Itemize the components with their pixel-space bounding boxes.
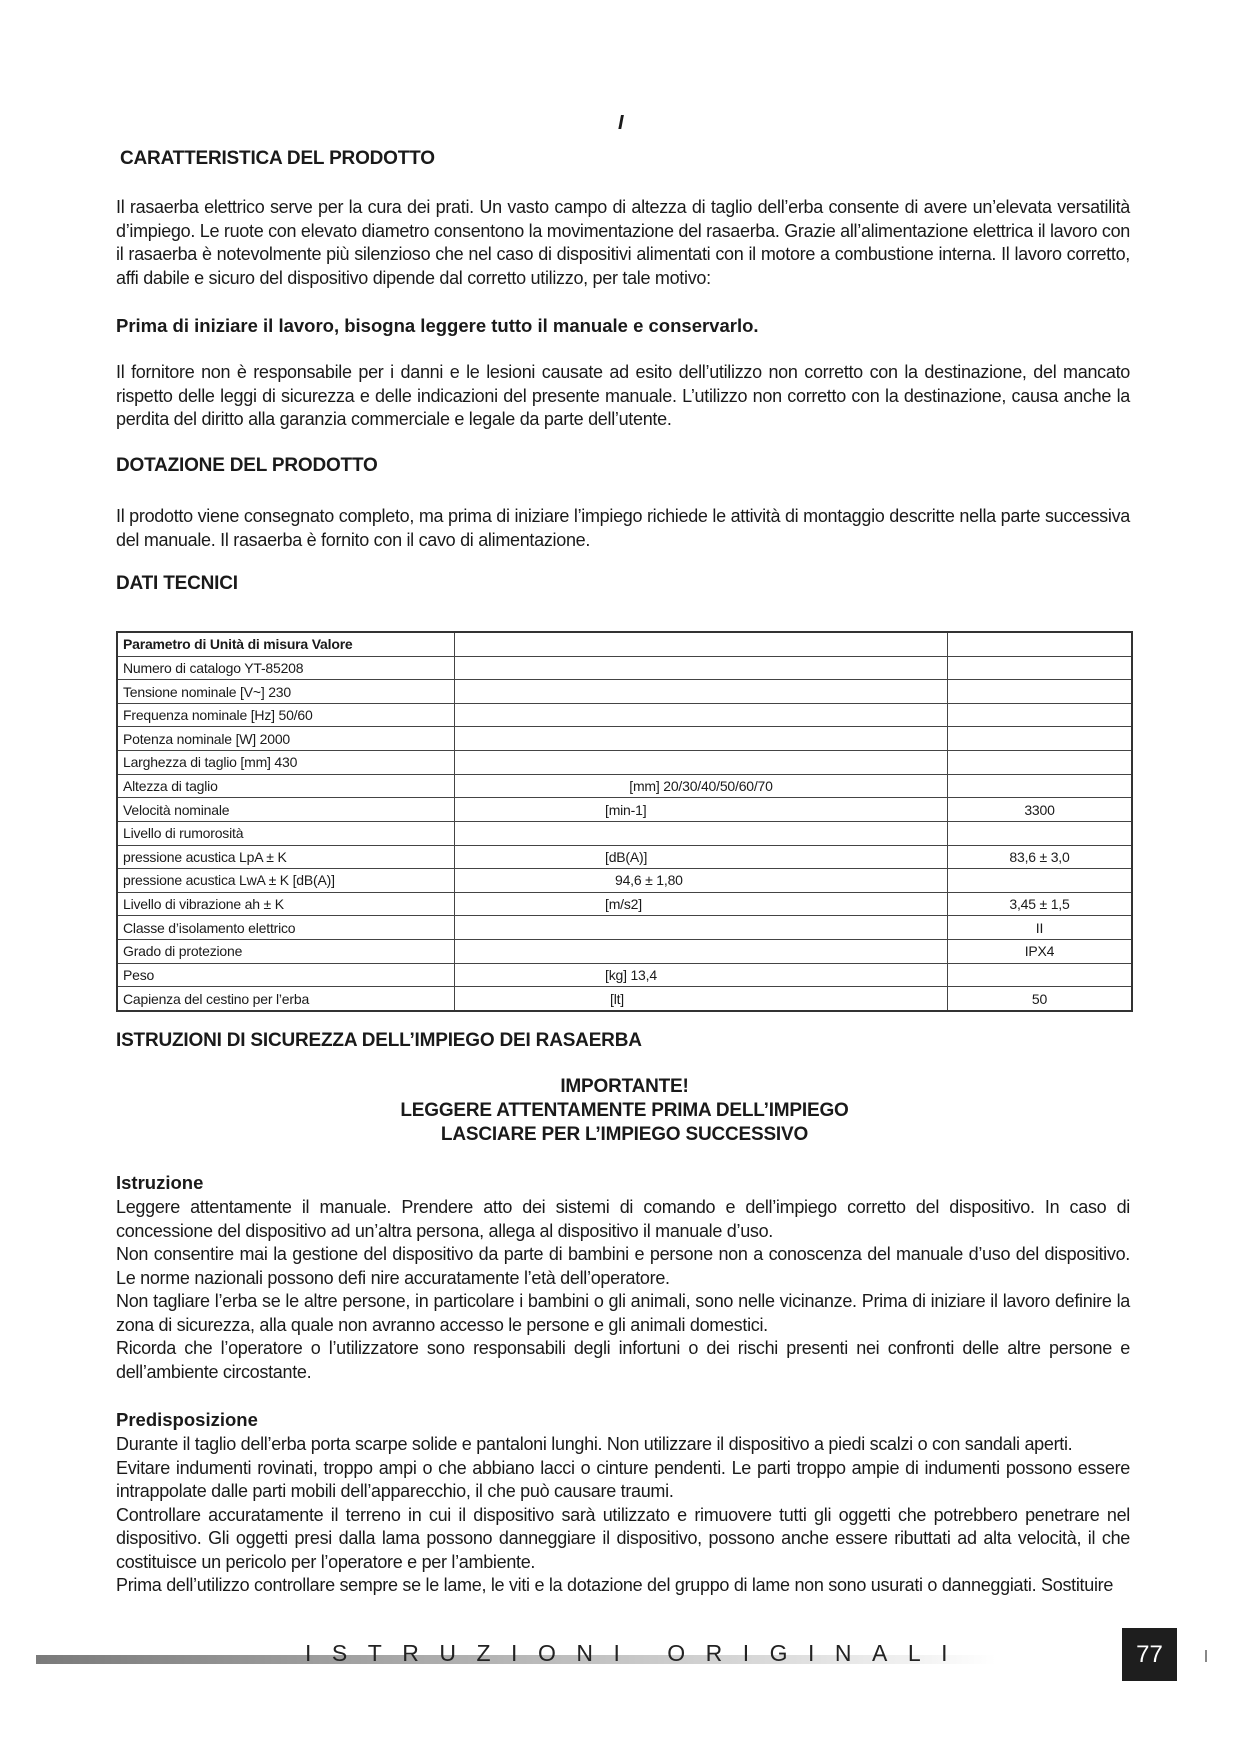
- table-cell: [455, 680, 948, 704]
- table-header-row: [117, 632, 1132, 656]
- table-cell: IPX4: [948, 939, 1133, 963]
- paragraph-responsabilita: Il fornitore non è responsabile per i danni e le lesioni causate ad esito dell’utilizzo non corretto con la destinazione, del mancato rispetto delle leggi di sicurezza e delle indicazioni del presente manuale. L’utilizzo non corretto con la destinazione, causa anche la perdita del diritto alla garanzia commerciale e legale da parte dell’utente.: [116, 362, 1130, 429]
- table-cell: Grado di protezione: [117, 939, 455, 963]
- table-cell: 3,45 ± 1,5: [948, 892, 1133, 916]
- table-cell: [455, 916, 948, 940]
- table-row: [117, 703, 1132, 727]
- table-cell: Frequenza nominale [Hz] 50/60: [117, 703, 455, 727]
- table-row: [117, 751, 1132, 775]
- table-cell: [948, 869, 1133, 893]
- table-cell: Classe d’isolamento elettrico: [117, 916, 455, 940]
- paragraphs-istruzione: [116, 1196, 1130, 1384]
- paragraph: Evitare indumenti rovinati, troppo ampi o che abbiano lacci o cinture pendenti. Le parti troppo ampie di indumenti possono essere intrappolate dalle parti mobili dell’apparecchio, il che può causare traumi.: [116, 1457, 1130, 1501]
- table-cell: Peso: [117, 963, 455, 987]
- table-cell: [dB(A)]: [455, 845, 948, 869]
- table-row: [117, 987, 1132, 1011]
- specs-table: [116, 631, 1133, 1012]
- paragraph: Leggere attentamente il manuale. Prendere atto dei sistemi di comando e dell’impiego corretto del dispositivo. In caso di concessione del dispositivo ad un’altra persona, allega al dispositivo il manuale d’uso.: [116, 1197, 1130, 1241]
- subsection-title-predisposizione: Predisposizione: [116, 1409, 258, 1430]
- table-row: [117, 798, 1132, 822]
- table-row: [117, 680, 1132, 704]
- table-row: [117, 869, 1132, 893]
- table-cell: pressione acustica LpA ± K: [117, 845, 455, 869]
- table-cell: 94,6 ± 1,80: [455, 869, 948, 893]
- footer-title: ISTRUZIONI ORIGINALI: [305, 1640, 969, 1666]
- table-cell: [mm] 20/30/40/50/60/70: [455, 774, 948, 798]
- table-cell: [948, 963, 1133, 987]
- warning-read-manual: Prima di iniziare il lavoro, bisogna leggere tutto il manuale e conservarlo.: [116, 315, 759, 336]
- page-number: 77: [1122, 1628, 1177, 1681]
- table-cell: Tensione nominale [V~] 230: [117, 680, 455, 704]
- table-header-cell: [455, 632, 948, 656]
- table-row: [117, 821, 1132, 845]
- paragraph: Controllare accuratamente il terreno in cui il dispositivo sarà utilizzato e rimuovere tutti gli oggetti che potrebbero penetrare nel dispositivo. Gli oggetti presi dalla lama possono danneggiare il dispositivo, possono anche essere ributtati ad alta velocità, il che costituisce un pericolo per l’operatore e per l’ambiente.: [116, 1504, 1130, 1572]
- important-line-1: IMPORTANTE!: [560, 1076, 689, 1097]
- table-cell: Livello di vibrazione ah ± K: [117, 892, 455, 916]
- edge-marker: [1205, 1650, 1207, 1662]
- paragraph: Prima dell’utilizzo controllare sempre se le lame, le viti e la dotazione del gruppo di lame non sono usurati o danneggiati. Sostituire: [116, 1575, 1114, 1595]
- table-cell: 50: [948, 987, 1133, 1011]
- table-cell: [455, 751, 948, 775]
- table-cell: [min-1]: [455, 798, 948, 822]
- table-row: [117, 916, 1132, 940]
- table-cell: Larghezza di taglio [mm] 430: [117, 751, 455, 775]
- table-cell: Numero di catalogo YT-85208: [117, 656, 455, 680]
- table-cell: [455, 727, 948, 751]
- table-cell: [948, 751, 1133, 775]
- subsection-title-istruzione: Istruzione: [116, 1172, 204, 1193]
- paragraph: Non tagliare l’erba se le altre persone, in particolare i bambini o gli animali, sono nelle vicinanze. Prima di iniziare il lavoro definire la zona di sicurezza, alla quale non avranno accesso le persone e gli animali domestici.: [116, 1291, 1130, 1335]
- table-cell: [455, 939, 948, 963]
- section-title-sicurezza: ISTRUZIONI DI SICUREZZA DELL’IMPIEGO DEI RASAERBA: [116, 1030, 642, 1051]
- table-cell: Altezza di taglio: [117, 774, 455, 798]
- table-cell: [948, 727, 1133, 751]
- table-cell: [948, 821, 1133, 845]
- paragraph: Durante il taglio dell’erba porta scarpe solide e pantaloni lunghi. Non utilizzare il dispositivo a piedi scalzi o con sandali aperti.: [116, 1434, 1073, 1454]
- paragraph: Non consentire mai la gestione del dispositivo da parte di bambini e persone non a conoscenza del manuale d’uso del dispositivo. Le norme nazionali possono defi nire accuratamente l’età dell’operatore.: [116, 1244, 1130, 1288]
- section-title-caratteristica: CARATTERISTICA DEL PRODOTTO: [120, 148, 435, 169]
- table-cell: [948, 680, 1133, 704]
- table-cell: pressione acustica LwA ± K [dB(A)]: [117, 869, 455, 893]
- paragraphs-predisposizione: [116, 1433, 1130, 1598]
- table-cell: [m/s2]: [455, 892, 948, 916]
- language-marker: I: [618, 112, 624, 134]
- table-cell: Livello di rumorosità: [117, 821, 455, 845]
- table-row: [117, 656, 1132, 680]
- important-notice: [116, 1075, 1133, 1147]
- table-row: [117, 939, 1132, 963]
- table-cell: [455, 821, 948, 845]
- table-cell: Capienza del cestino per l’erba: [117, 987, 455, 1011]
- table-cell: [lt]: [455, 987, 948, 1011]
- table-cell: [455, 703, 948, 727]
- table-row: [117, 727, 1132, 751]
- section-title-dati-tecnici: DATI TECNICI: [116, 573, 238, 594]
- table-row: [117, 845, 1132, 869]
- section-title-dotazione: DOTAZIONE DEL PRODOTTO: [116, 455, 378, 476]
- table-cell: Potenza nominale [W] 2000: [117, 727, 455, 751]
- table-row: [117, 963, 1132, 987]
- table-cell: [948, 774, 1133, 798]
- important-line-2: LEGGERE ATTENTAMENTE PRIMA DELL’IMPIEGO: [400, 1100, 849, 1121]
- table-cell: 3300: [948, 798, 1133, 822]
- paragraph-caratteristica: Il rasaerba elettrico serve per la cura dei prati. Un vasto campo di altezza di taglio dell’erba consente di avere un’elevata versatilità d’impiego. Le ruote con elevato diametro consentono la movimentazione del rasaerba. Grazie all’alimentazione elettrica il lavoro con il rasaerba è notevolmente più silenzioso che nel caso di dispositivi alimentati con il motore a combustione interna. Il lavoro corretto, affi dabile e sicuro del dispositivo dipende dal corretto utilizzo, per tale motivo:: [116, 197, 1130, 288]
- table-row: [117, 892, 1132, 916]
- table-cell: [948, 703, 1133, 727]
- table-row: [117, 774, 1132, 798]
- table-cell: [kg] 13,4: [455, 963, 948, 987]
- table-cell: II: [948, 916, 1133, 940]
- table-header-cell: Parametro di Unità di misura Valore: [117, 632, 455, 656]
- important-line-3: LASCIARE PER L’IMPIEGO SUCCESSIVO: [440, 1124, 809, 1145]
- table-cell: [948, 656, 1133, 680]
- table-cell: 83,6 ± 3,0: [948, 845, 1133, 869]
- paragraph-dotazione: Il prodotto viene consegnato completo, ma prima di iniziare l’impiego richiede le attività di montaggio descritte nella parte successiva del manuale. Il rasaerba è fornito con il cavo di alimentazione.: [116, 506, 1130, 550]
- table-cell: [455, 656, 948, 680]
- table-header-cell: [948, 632, 1133, 656]
- table-cell: Velocità nominale: [117, 798, 455, 822]
- paragraph: Ricorda che l’operatore o l’utilizzatore sono responsabili degli infortuni o dei rischi presenti nei confronti delle altre persone e dell’ambiente circostante.: [116, 1338, 1130, 1382]
